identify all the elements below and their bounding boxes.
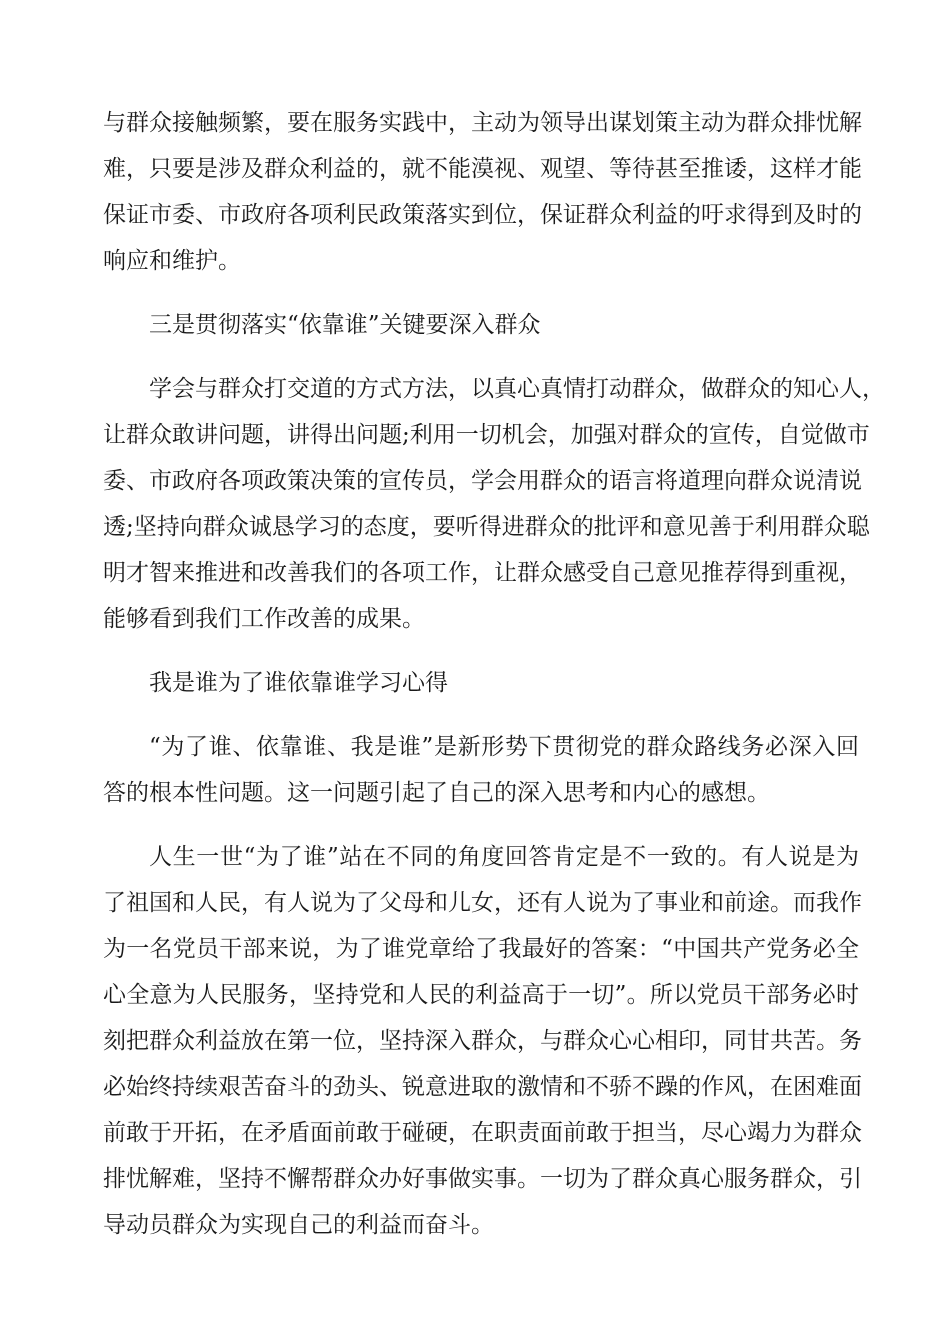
text-line: 刻把群众利益放在第一位，坚持深入群众，与群众心心相印，同甘共苦。务 bbox=[103, 1028, 862, 1054]
heading-text: 三是贯彻落实“依靠谁”关键要深入群众 bbox=[149, 312, 541, 338]
section-heading bbox=[103, 302, 859, 348]
text-line: 心全意为人民服务，坚持党和人民的利益高于一切”。所以党员干部务必时 bbox=[103, 982, 859, 1008]
text-line: 能够看到我们工作改善的成果。 bbox=[103, 606, 425, 632]
text-line: 透;坚持向群众诚恳学习的态度，要听得进群众的批评和意见善于利用群众聪 bbox=[103, 514, 870, 540]
text-line: 导动员群众为实现自己的利益而奋斗。 bbox=[103, 1212, 494, 1238]
text-line: “为了谁、依靠谁、我是谁”是新形势下贯彻党的群众路线务必深入回 bbox=[149, 734, 859, 760]
text-line: 为一名党员干部来说，为了谁党章给了我最好的答案：“中国共产党务必全 bbox=[103, 936, 859, 962]
text-line: 答的根本性问题。这一问题引起了自己的深入思考和内心的感想。 bbox=[103, 780, 770, 806]
document-body bbox=[103, 100, 885, 1266]
text-line: 委、市政府各项政策决策的宣传员，学会用群众的语言将道理向群众说清说 bbox=[103, 468, 862, 494]
text-line: 与群众接触频繁，要在服务实践中，主动为领导出谋划策主动为群众排忧解 bbox=[103, 110, 862, 136]
text-line: 学会与群众打交道的方式方法，以真心真情打动群众，做群众的知心人， bbox=[149, 376, 885, 402]
paragraph bbox=[103, 366, 885, 642]
text-line: 前敢于开拓，在矛盾面前敢于碰硬，在职责面前敢于担当，尽心竭力为群众 bbox=[103, 1120, 862, 1146]
text-line: 人生一世“为了谁”站在不同的角度回答肯定是不一致的。有人说是为 bbox=[149, 844, 859, 870]
section-heading bbox=[103, 660, 859, 706]
text-line: 必始终持续艰苦奋斗的劲头、锐意进取的激情和不骄不躁的作风，在困难面 bbox=[103, 1074, 862, 1100]
paragraph bbox=[103, 834, 862, 1248]
text-line: 了祖国和人民，有人说为了父母和儿女，还有人说为了事业和前途。而我作 bbox=[103, 890, 862, 916]
paragraph bbox=[103, 100, 862, 284]
text-line: 难，只要是涉及群众利益的，就不能漠视、观望、等待甚至推诿，这样才能 bbox=[103, 156, 862, 182]
text-line: 保证市委、市政府各项利民政策落实到位，保证群众利益的吁求得到及时的 bbox=[103, 202, 862, 228]
paragraph bbox=[103, 724, 859, 816]
text-line: 让群众敢讲问题，讲得出问题;利用一切机会，加强对群众的宣传，自觉做市 bbox=[103, 422, 870, 448]
text-line: 响应和维护。 bbox=[103, 248, 241, 274]
text-line: 明才智来推进和改善我们的各项工作，让群众感受自己意见推荐得到重视， bbox=[103, 560, 862, 586]
text-line: 排忧解难，坚持不懈帮群众办好事做实事。一切为了群众真心服务群众，引 bbox=[103, 1166, 862, 1192]
heading-text: 我是谁为了谁依靠谁学习心得 bbox=[149, 670, 448, 696]
